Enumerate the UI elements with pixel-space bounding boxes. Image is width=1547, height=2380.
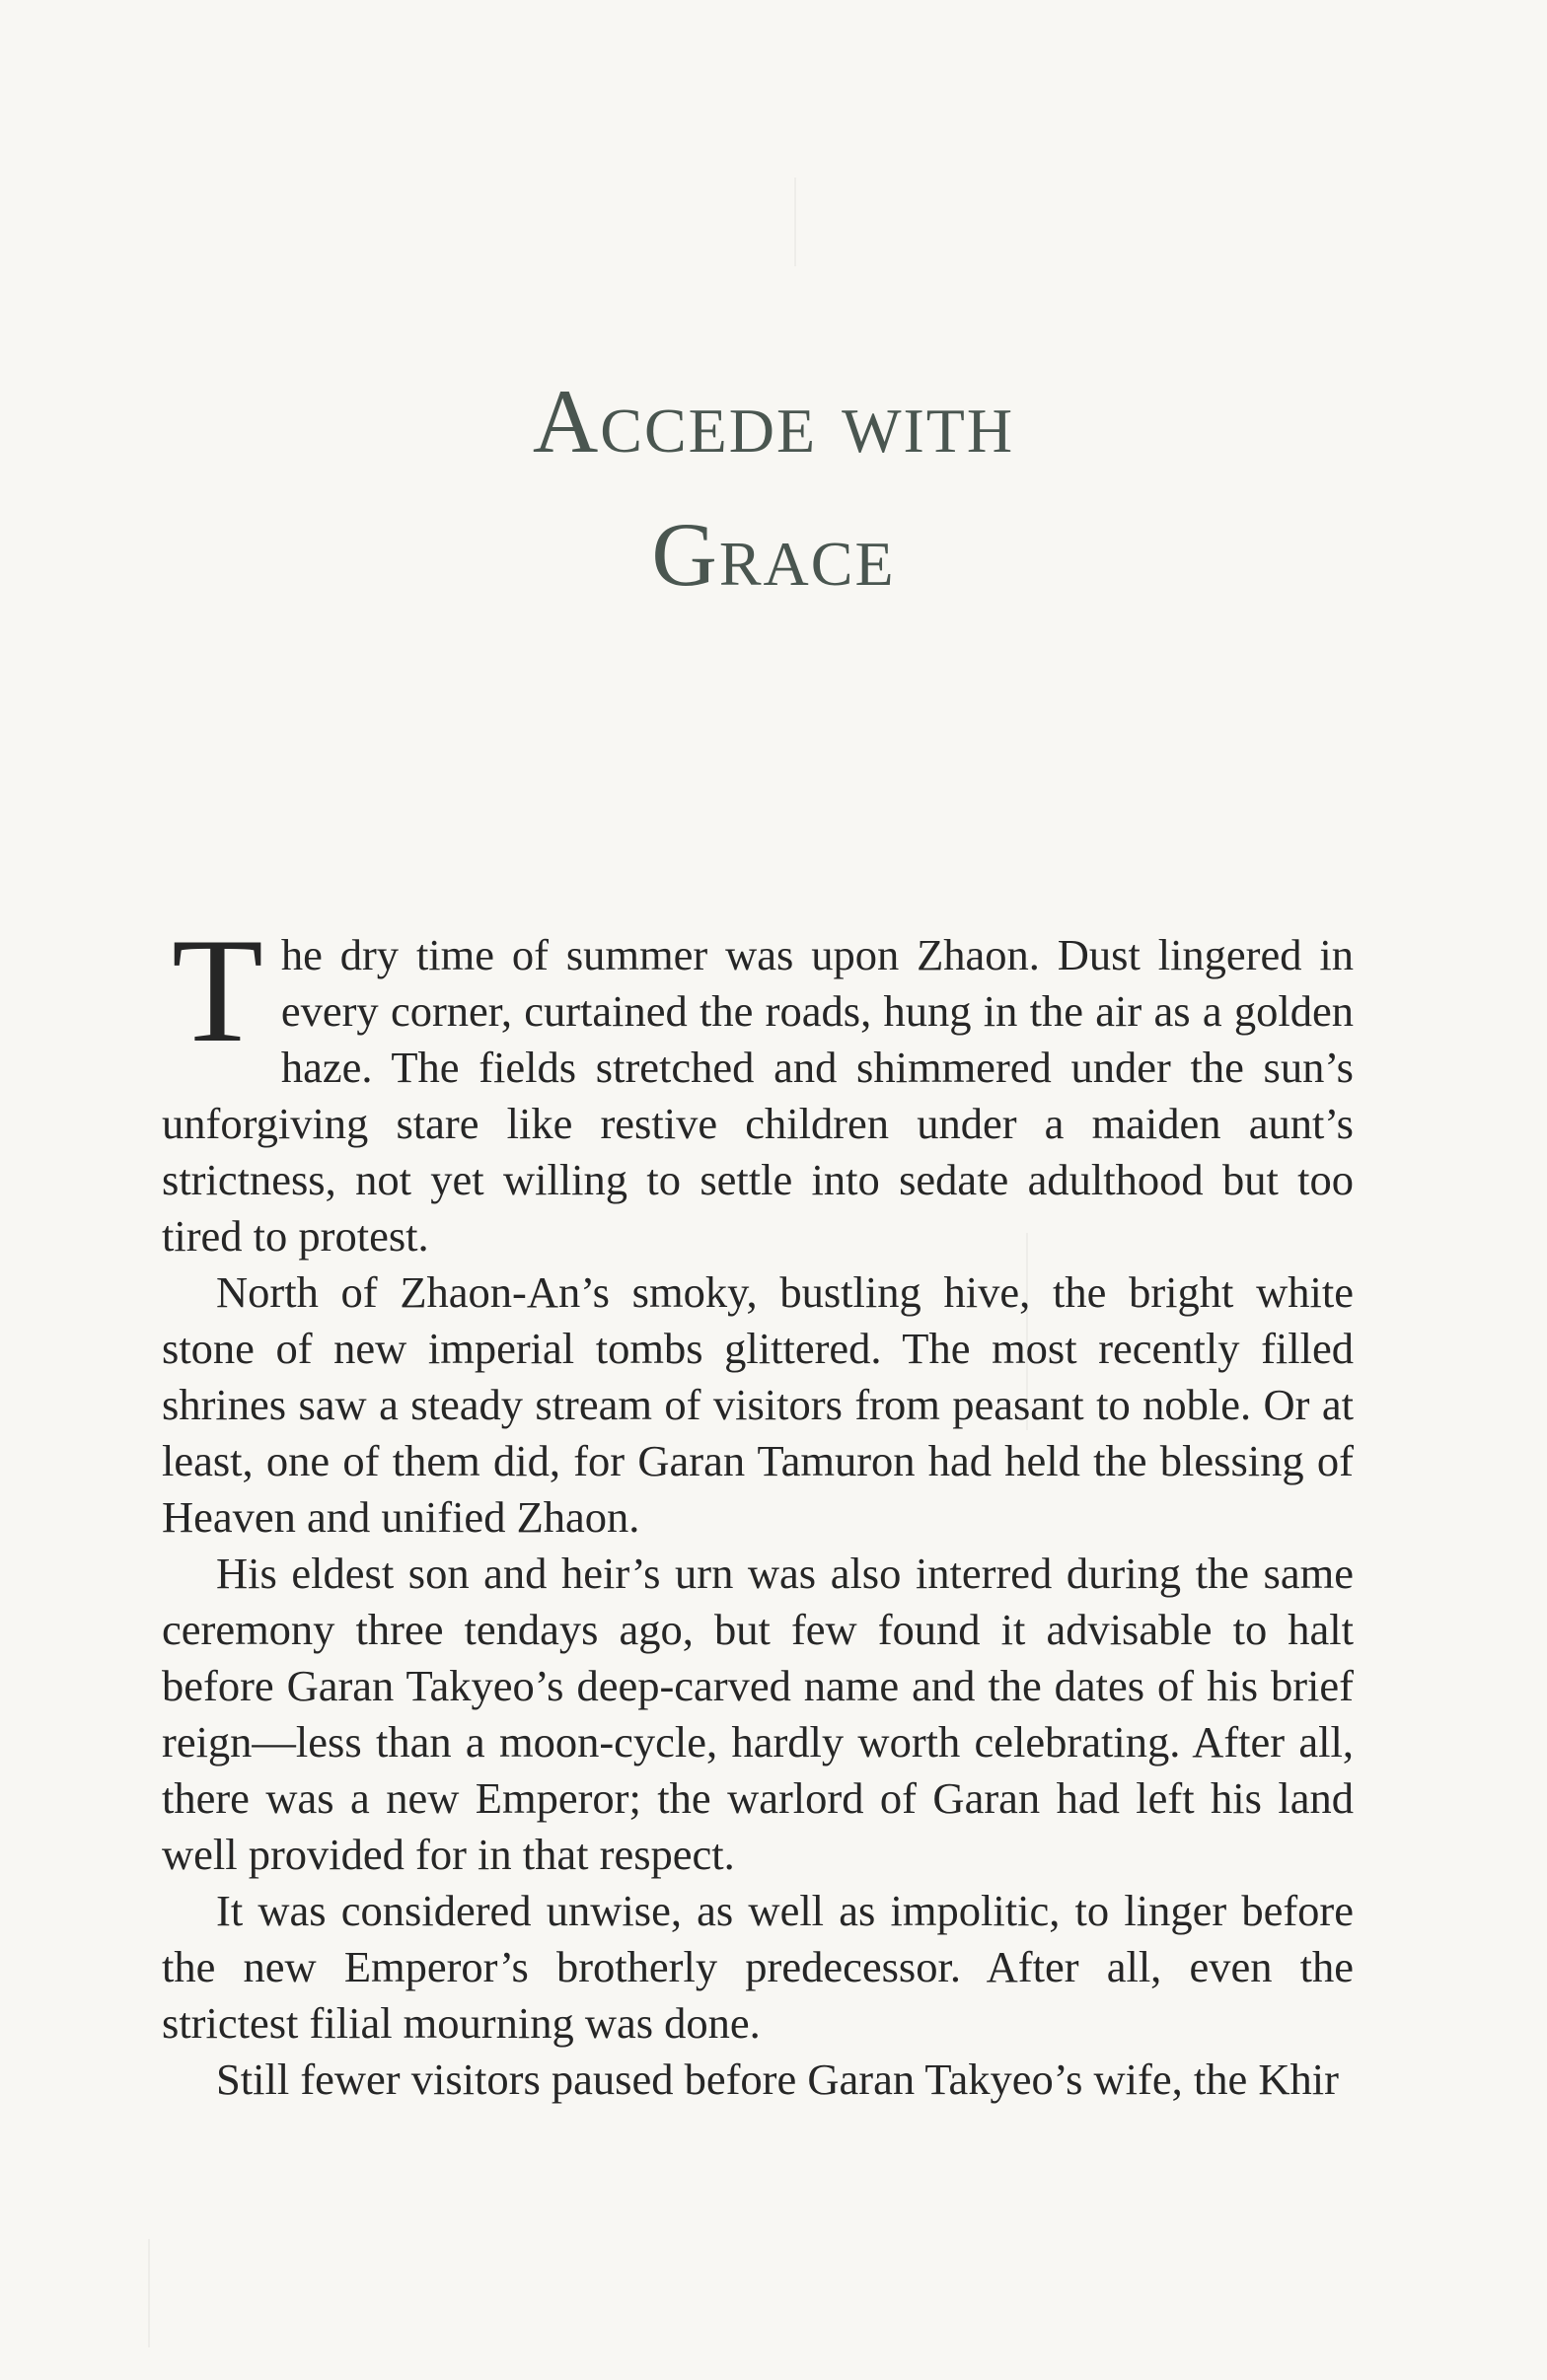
paragraph-5: Still fewer visitors paused before Garan Takyeo’s wife, the Khir xyxy=(216,2055,1339,2104)
chapter-title-line-1: Accede with xyxy=(532,371,1015,471)
paragraph-3: His eldest son and heir’s urn was also interred during the same ceremony three tendays ago, but few found it advisable to halt before Garan Takyeo’s deep-carved name and the dates of his brief reign—less than a moon-cycle, hardly worth celebrating. After all, there was a new Emperor; the warlord of Garan had left his land well provided for in that respect. xyxy=(162,1549,1354,1879)
paragraph-4: It was considered unwise, as well as impolitic, to linger before the new Emperor’s brotherly predecessor. After all, even the strictest filial mourning was done. xyxy=(162,1886,1354,2048)
paragraph-1 xyxy=(162,907,1354,1264)
paragraph-1-text: he dry time of summer was upon Zhaon. Dust lingered in every corner, curtained the roads, hung in the air as a golden haze. The fields stretched and shimmered under the sun’s unforgiving stare like restive children under a maiden aunt’s strictness, not yet willing to settle into sedate adulthood but too tired to protest. xyxy=(162,930,1354,1261)
chapter-body xyxy=(162,907,1354,2108)
chapter-title-line-2: Grace xyxy=(651,504,896,605)
scan-artifact-line xyxy=(148,2239,150,2347)
chapter-title xyxy=(0,355,1547,621)
scan-artifact-line xyxy=(794,178,796,266)
drop-cap: T xyxy=(172,907,263,1073)
paragraph-2: North of Zhaon-An’s smoky, bustling hive, the bright white stone of new imperial tombs glittered. The most recently filled shrines saw a steady stream of visitors from peasant to noble. Or at least, one of them did, for Garan Tamuron had held the blessing of Heaven and unified Zhaon. xyxy=(162,1267,1354,1542)
